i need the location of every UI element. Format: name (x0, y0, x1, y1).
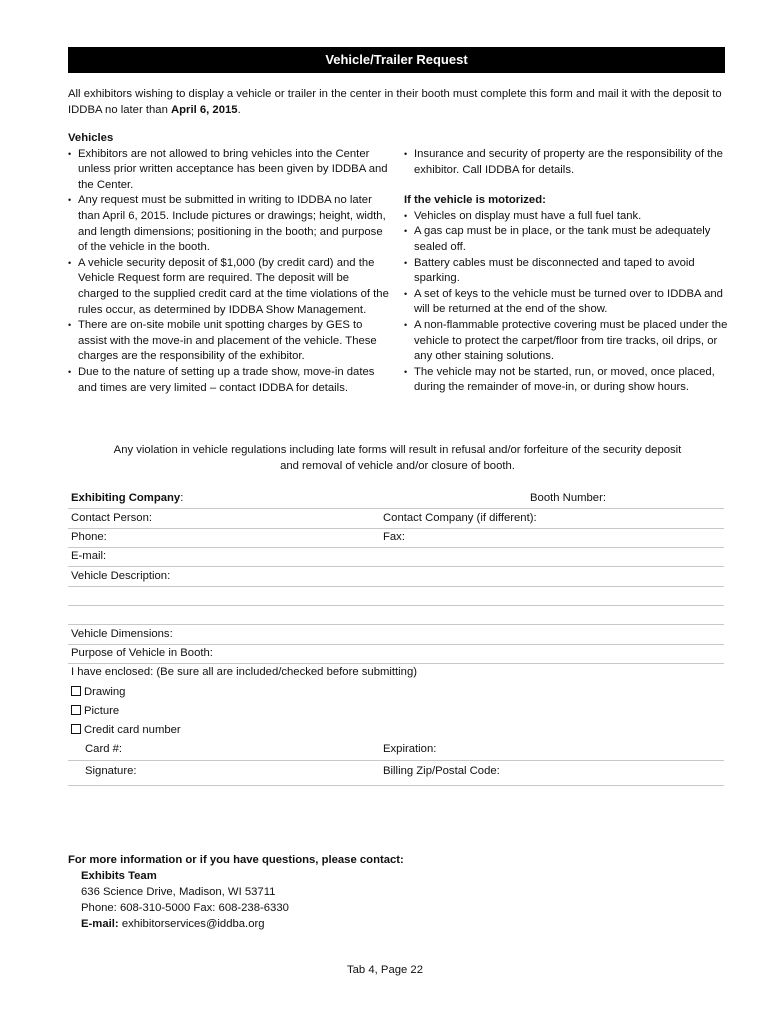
card-number-field[interactable]: Card #: (85, 743, 123, 755)
exhibiting-company-field[interactable]: Exhibiting Company: (71, 492, 184, 504)
checkbox-icon[interactable] (71, 705, 81, 715)
description-line[interactable] (68, 605, 724, 606)
page-number: Tab 4, Page 22 (347, 964, 423, 976)
list-item: • Any request must be submitted in writing to IDDBA no later than April 6, 2015. Include pictures or drawings; height, width, and length dimensions; positioning in the booth; and purpose of the vehicle in the booth. (68, 193, 390, 255)
divider (68, 785, 724, 786)
checkbox-icon[interactable] (71, 724, 81, 734)
intro-paragraph: All exhibitors wishing to display a vehicle or trailer in the center in their booth must complete this form and mail it with the deposit to IDDBA no later than April 6, 2015. (68, 88, 722, 116)
deadline-date: April 6, 2015 (171, 104, 238, 116)
vehicles-list (68, 147, 390, 397)
expiration-field[interactable]: Expiration: (383, 743, 437, 755)
purpose-field[interactable]: Purpose of Vehicle in Booth: (71, 647, 213, 659)
vehicle-description-field[interactable]: Vehicle Description: (71, 570, 171, 582)
contact-person-field[interactable]: Contact Person: (71, 512, 153, 524)
form-title-bar (68, 47, 725, 73)
vehicles-rules-left (68, 131, 390, 396)
divider (68, 663, 724, 664)
picture-checkbox[interactable]: Picture (71, 705, 119, 717)
enclosed-label: I have enclosed: (Be sure all are included/checked before submitting) (71, 666, 418, 678)
checkbox-icon[interactable] (71, 686, 81, 696)
divider (68, 644, 724, 645)
contact-team: Exhibits Team (81, 870, 157, 882)
form-title: Vehicle/Trailer Request (325, 52, 468, 67)
contact-email[interactable]: exhibitorservices@iddba.org (121, 918, 265, 930)
description-line[interactable] (68, 624, 724, 625)
motorized-heading: If the vehicle is motorized: (404, 194, 546, 207)
vehicles-heading: Vehicles (68, 132, 114, 144)
contact-address: 636 Science Drive, Madison, WI 53711 (81, 886, 276, 898)
contact-info (68, 852, 404, 932)
divider (68, 508, 724, 509)
list-item: • A gas cap must be in place, or the tank must be adequately sealed off. (404, 224, 734, 255)
violation-notice: Any violation in vehicle regulations including late forms will result in refusal and/or forfeiture of the security deposit and removal of vehicle and/or closure of booth. (113, 444, 682, 472)
divider (68, 528, 724, 529)
list-item: • A set of keys to the vehicle must be turned over to IDDBA and will be returned at the end of the show. (404, 287, 734, 318)
list-item: • Vehicles on display must have a full fuel tank. (404, 209, 734, 225)
list-item: • A non-flammable protective covering must be placed under the vehicle to protect the carpet/floor from tire tracks, oil drips, or any other staining solutions. (404, 318, 734, 365)
list-item: • Insurance and security of property are the responsibility of the exhibitor. Call IDDBA for details. (404, 147, 734, 178)
contact-email-line: E-mail: exhibitorservices@iddba.org (81, 918, 265, 930)
credit-card-checkbox[interactable]: Credit card number (71, 724, 181, 736)
divider (68, 586, 724, 587)
contact-phone: Phone: 608-310-5000 Fax: 608-238-6330 (81, 902, 289, 914)
vehicle-dimensions-field[interactable]: Vehicle Dimensions: (71, 628, 173, 640)
divider (68, 547, 724, 548)
motorized-list (404, 209, 734, 396)
divider (68, 760, 724, 761)
list-item: • There are on-site mobile unit spotting charges by GES to assist with the move-in and placement of the vehicle. These charges are the responsibility of the exhibitor. (68, 318, 390, 365)
billing-zip-field[interactable]: Billing Zip/Postal Code: (383, 765, 500, 777)
list-item: • A vehicle security deposit of $1,000 (by credit card) and the Vehicle Request form are required. The deposit will be charged to the supplied credit card at the time violations of the rules occur, as determined by IDDBA Show Management. (68, 256, 390, 318)
contact-heading: For more information or if you have questions, please contact: (68, 854, 404, 866)
vehicles-rules-right (404, 147, 734, 396)
contact-company-field[interactable]: Contact Company (if different): (383, 512, 537, 524)
list-item: • Exhibitors are not allowed to bring vehicles into the Center unless prior written acceptance has been given by IDDBA and the Center. (68, 147, 390, 194)
vehicles-list-continued (404, 147, 734, 178)
email-field[interactable]: E-mail: (71, 550, 107, 562)
phone-field[interactable]: Phone: (71, 531, 107, 543)
signature-field[interactable]: Signature: (85, 765, 137, 777)
list-item: • Due to the nature of setting up a trade show, move-in dates and times are very limited – contact IDDBA for details. (68, 365, 390, 396)
divider (68, 566, 724, 567)
list-item: • The vehicle may not be started, run, or moved, once placed, during the remainder of move-in, or during show hours. (404, 365, 734, 396)
booth-number-field[interactable]: Booth Number: (530, 492, 606, 504)
drawing-checkbox[interactable]: Drawing (71, 686, 125, 698)
fax-field[interactable]: Fax: (383, 531, 405, 543)
list-item: • Battery cables must be disconnected and taped to avoid sparking. (404, 256, 734, 287)
